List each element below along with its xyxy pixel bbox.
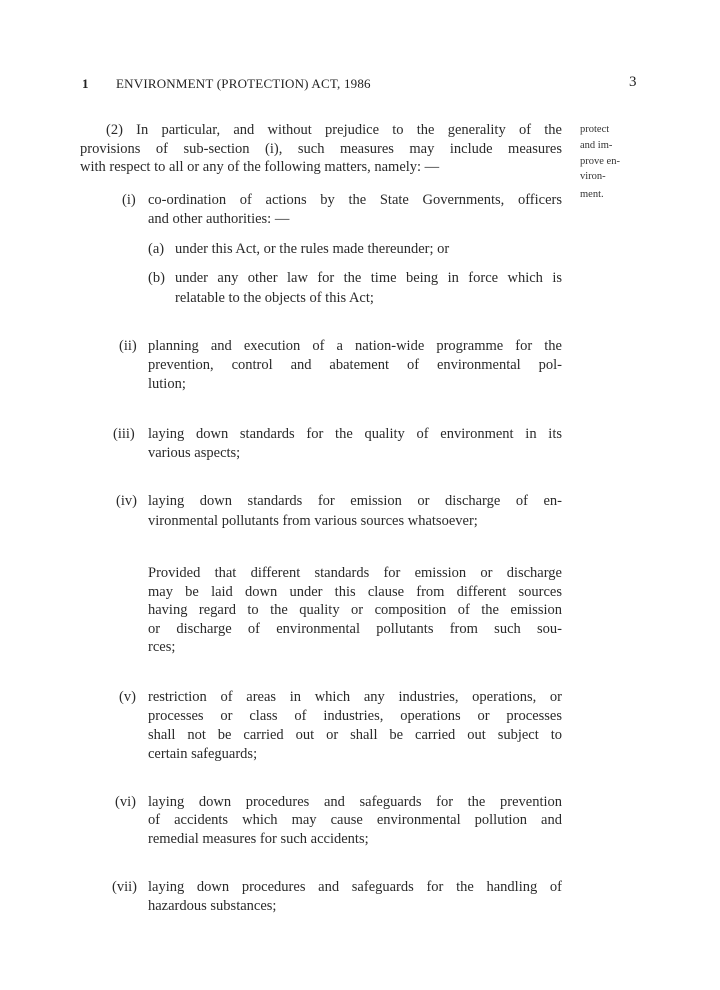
header-left-number: 1 [82,76,89,91]
item-line: processes or class of industries, operations or processes [148,708,562,724]
item-line: under any other law for the time being in force which is [175,270,562,286]
item-line: restriction of areas in which any industries, operations, or [148,689,562,705]
item-line: having regard to the quality or composition of the emission [148,602,562,618]
margin-note-line: protect [580,124,610,135]
item-label: (b) [148,270,165,286]
item-label: (iii) [113,426,135,442]
item-label: (vii) [112,879,137,895]
item-line: or discharge of environmental pollutants from such sou- [148,621,562,637]
item-line: under this Act, or the rules made thereunder; or [175,241,450,257]
item-label: (ii) [119,338,137,354]
item-label: (v) [119,689,136,705]
item-line: lution; [148,376,186,392]
item-label: (iv) [116,493,137,509]
margin-note-line: and im- [580,140,613,151]
item-line: laying down procedures and safeguards for the prevention [148,794,562,810]
margin-note-line: viron- [580,171,606,182]
item-label: (a) [148,241,165,257]
item-label: (i) [122,192,136,208]
item-line: certain safeguards; [148,746,258,762]
item-line: vironmental pollutants from various sources whatsoever; [148,513,478,529]
item-line: rces; [148,639,176,655]
header-title: ENVIRONMENT (PROTECTION) ACT, 1986 [116,76,371,91]
item-line: shall not be carried out or shall be carried out subject to [148,727,562,743]
item-line: of accidents which may cause environmental pollution and [148,812,562,828]
page-number: 3 [629,74,637,90]
item-line: planning and execution of a nation-wide programme for the [148,338,562,354]
item-line: hazardous substances; [148,898,277,914]
paragraph-line: (2) In particular, and without prejudice to the generality of the [106,122,562,138]
item-line: laying down standards for emission or discharge of en- [148,493,562,509]
item-line: and other authorities: — [148,211,290,227]
item-line: prevention, control and abatement of environmental pol- [148,357,562,373]
item-line: relatable to the objects of this Act; [175,290,374,306]
item-line: remedial measures for such accidents; [148,831,369,847]
item-line: laying down standards for the quality of environment in its [148,426,562,442]
item-line: co-ordination of actions by the State Governments, officers [148,192,562,208]
item-line: various aspects; [148,445,241,461]
paragraph-line: with respect to all or any of the following matters, namely: — [80,159,440,175]
item-line: may be laid down under this clause from different sources [148,584,562,600]
item-line: laying down procedures and safeguards for the handling of [148,879,562,895]
margin-note-line: ment. [580,189,604,200]
item-label: (vi) [115,794,136,810]
margin-note-line: prove en- [580,156,620,167]
item-line: Provided that different standards for emission or discharge [148,565,562,581]
paragraph-line: provisions of sub-section (i), such measures may include measures [80,141,562,157]
